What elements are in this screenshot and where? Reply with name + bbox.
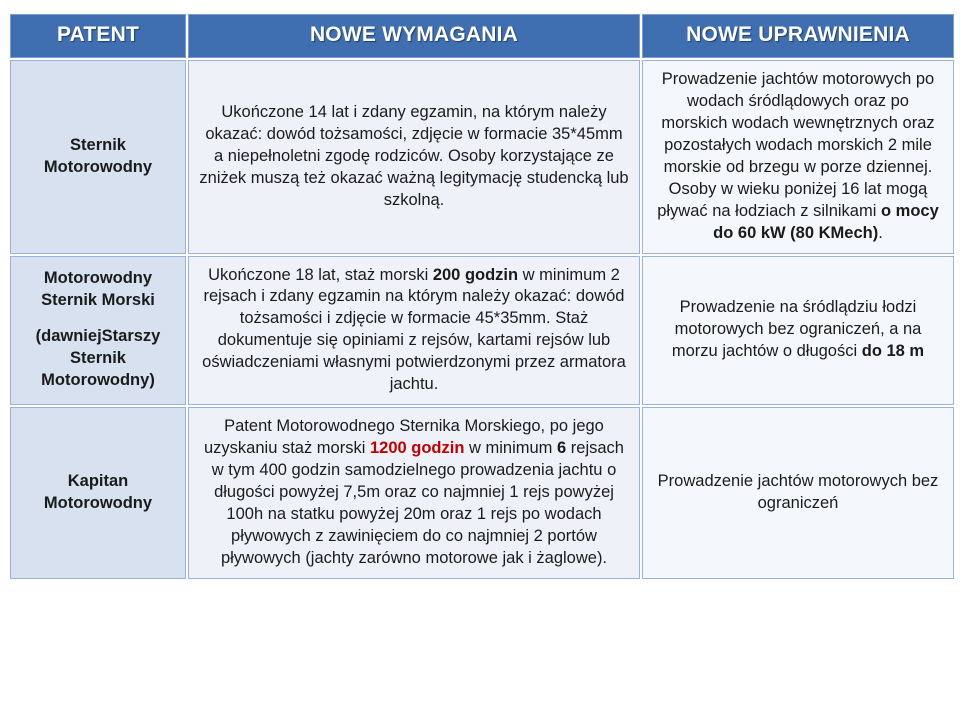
column-header-patent: PATENT [10, 14, 186, 58]
patent-name-former: (dawniejStarszy Sternik Motorowodny) [35, 327, 161, 390]
privileges-text: Prowadzenie jachtów motorowych po wodach śródlądowych oraz po morskich wodach wewnętrznych oraz pozostałych wodach morskich 2 mile morskie od brzegu w porze dziennej. Osoby w wieku poniżej 16 lat mogą pływać na łodziach z silnikami o mocy do 60 kW (80 KMech). [657, 70, 939, 242]
patent-requirements-table [8, 12, 956, 581]
cell-requirements [188, 407, 640, 579]
requirements-text: Ukończone 14 lat i zdany egzamin, na którym należy okazać: dowód tożsamości, zdjęcie w formacie 35*45mm a niepełnoletni zgodę rodziców. Osoby korzystające ze zniżek muszą też okazać ważną legitymację studencką lub szkolną. [199, 102, 629, 209]
table-header-row [10, 14, 954, 58]
patent-name-main: Kapitan Motorowodny [43, 471, 153, 512]
cell-privileges [642, 60, 954, 254]
patent-name-main: Motorowodny Sternik Morski [41, 269, 155, 310]
column-header-nowe-wymagania: NOWE WYMAGANIA [188, 14, 640, 58]
privileges-text: Prowadzenie jachtów motorowych bez ograniczeń [657, 471, 939, 512]
cell-patent-name [10, 256, 186, 406]
requirements-text: Ukończone 18 lat, staż morski 200 godzin w minimum 2 rejsach i zdany egzamin na którym należy okazać: dowód tożsamości i zdjęcie w formacie 45*35mm. Staż dokumentuje się opiniami z rejsów, kartami rejsów lub oświadczeniami własnymi potwierdzonymi przez armatora jachtu. [202, 265, 626, 394]
table-row [10, 256, 954, 406]
cell-requirements [188, 60, 640, 254]
table-row [10, 407, 954, 579]
privileges-text: Prowadzenie na śródlądziu łodzi motorowych bez ograniczeń, a na morzu jachtów o długości do 18 m [671, 298, 925, 361]
requirements-text: Patent Motorowodnego Sternika Morskiego, po jego uzyskaniu staż morski 1200 godzin w minimum 6 rejsach w tym 400 godzin samodzielnego prowadzenia jachtu o długości powyżej 7,5m oraz co najmniej 1 rejs powyżej 100h na statku powyżej 20m oraz 1 rejs po wodach pływowych z zawinięciem do co najmniej 2 portów pływowych (jachty zarówno motorowe jak i żaglowe). [204, 417, 624, 567]
patent-name-main: Sternik Motorowodny [43, 135, 153, 176]
cell-requirements [188, 256, 640, 406]
cell-privileges [642, 407, 954, 579]
page-bottom-margin [0, 686, 960, 720]
column-header-nowe-uprawnienia: NOWE UPRAWNIENIA [642, 14, 954, 58]
cell-privileges [642, 256, 954, 406]
table-row [10, 60, 954, 254]
cell-patent-name [10, 60, 186, 254]
cell-patent-name [10, 407, 186, 579]
